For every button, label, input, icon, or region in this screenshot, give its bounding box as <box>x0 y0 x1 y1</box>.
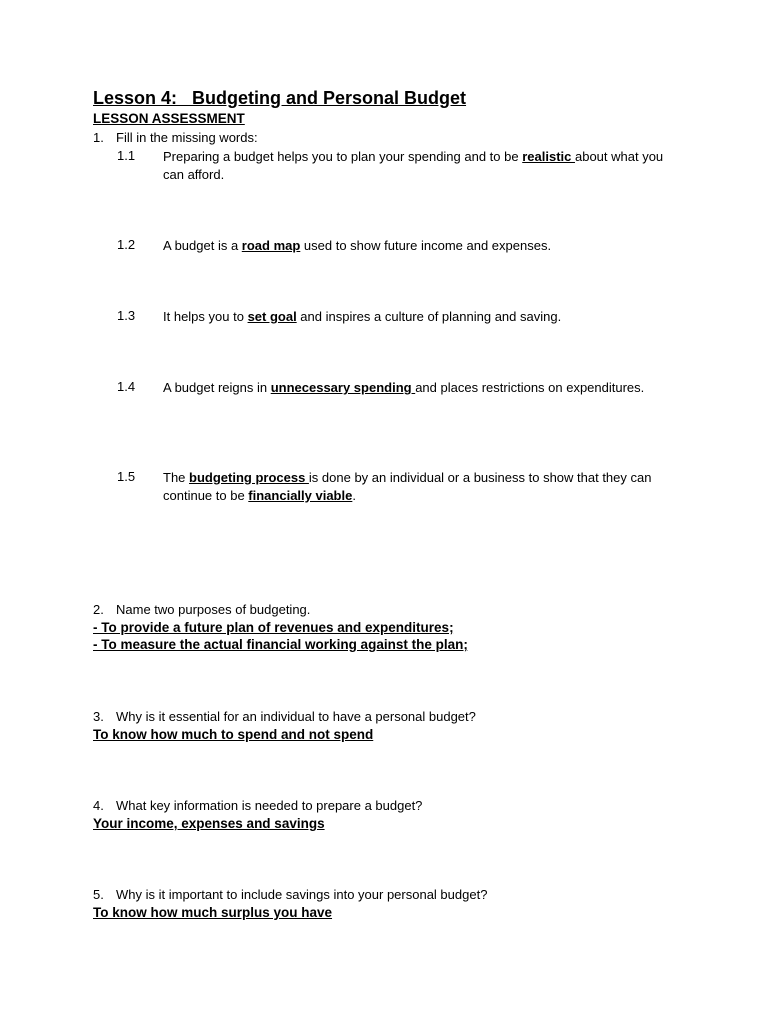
question-number: 3. <box>93 709 104 724</box>
question-text: Name two purposes of budgeting. <box>116 602 311 617</box>
text-part: . <box>352 488 356 503</box>
answer-word: unnecessary spending <box>270 380 416 395</box>
question-number: 5. <box>93 887 104 902</box>
lesson-title: Lesson 4: Budgeting and Personal Budget <box>93 88 467 108</box>
text-part: A budget is a <box>163 238 242 253</box>
text-part: Preparing a budget helps you to plan your spending and to be <box>163 149 523 164</box>
text-part: about what you can afford. <box>163 149 664 182</box>
sub-question-text <box>163 469 673 505</box>
text-part: and inspires a culture of planning and saving. <box>296 309 562 324</box>
answer-line: To know how much surplus you have <box>93 905 333 920</box>
sub-question-number: 1.5 <box>117 469 136 484</box>
sub-question-number: 1.4 <box>117 379 136 394</box>
text-part: is done by an individual or a business to show that they can continue to be <box>163 470 652 503</box>
sub-question-number: 1.2 <box>117 237 136 252</box>
sub-question-text <box>163 308 673 326</box>
question-number: 4. <box>93 798 104 813</box>
answer-line: - To provide a future plan of revenues and expenditures; <box>93 620 454 635</box>
text-part: A budget reigns in <box>163 380 271 395</box>
question-text: Fill in the missing words: <box>116 130 258 145</box>
text-part: used to show future income and expenses. <box>300 238 552 253</box>
question-text: What key information is needed to prepare a budget? <box>116 798 423 813</box>
sub-question-text <box>163 237 673 255</box>
answer-line: - To measure the actual financial working against the plan; <box>93 637 468 652</box>
question-number: 2. <box>93 602 104 617</box>
text-part: It helps you to <box>163 309 248 324</box>
answer-word: realistic <box>522 149 575 164</box>
answer-word: budgeting process <box>189 470 309 485</box>
text-part: and places restrictions on expenditures. <box>415 380 645 395</box>
question-text: Why is it essential for an individual to have a personal budget? <box>116 709 476 724</box>
sub-question-text <box>163 379 673 397</box>
sub-question-number: 1.1 <box>117 148 136 163</box>
question-text: Why is it important to include savings into your personal budget? <box>116 887 488 902</box>
answer-line: Your income, expenses and savings <box>93 816 325 831</box>
question-number: 1. <box>93 130 104 145</box>
lesson-assessment-heading: LESSON ASSESSMENT <box>93 111 245 126</box>
sub-question-number: 1.3 <box>117 308 136 323</box>
answer-line: To know how much to spend and not spend <box>93 727 374 742</box>
answer-word: set goal <box>247 309 297 324</box>
answer-word: financially viable <box>248 488 353 503</box>
answer-word: road map <box>241 238 301 253</box>
sub-question-text <box>163 148 673 184</box>
text-part: The <box>163 470 190 485</box>
